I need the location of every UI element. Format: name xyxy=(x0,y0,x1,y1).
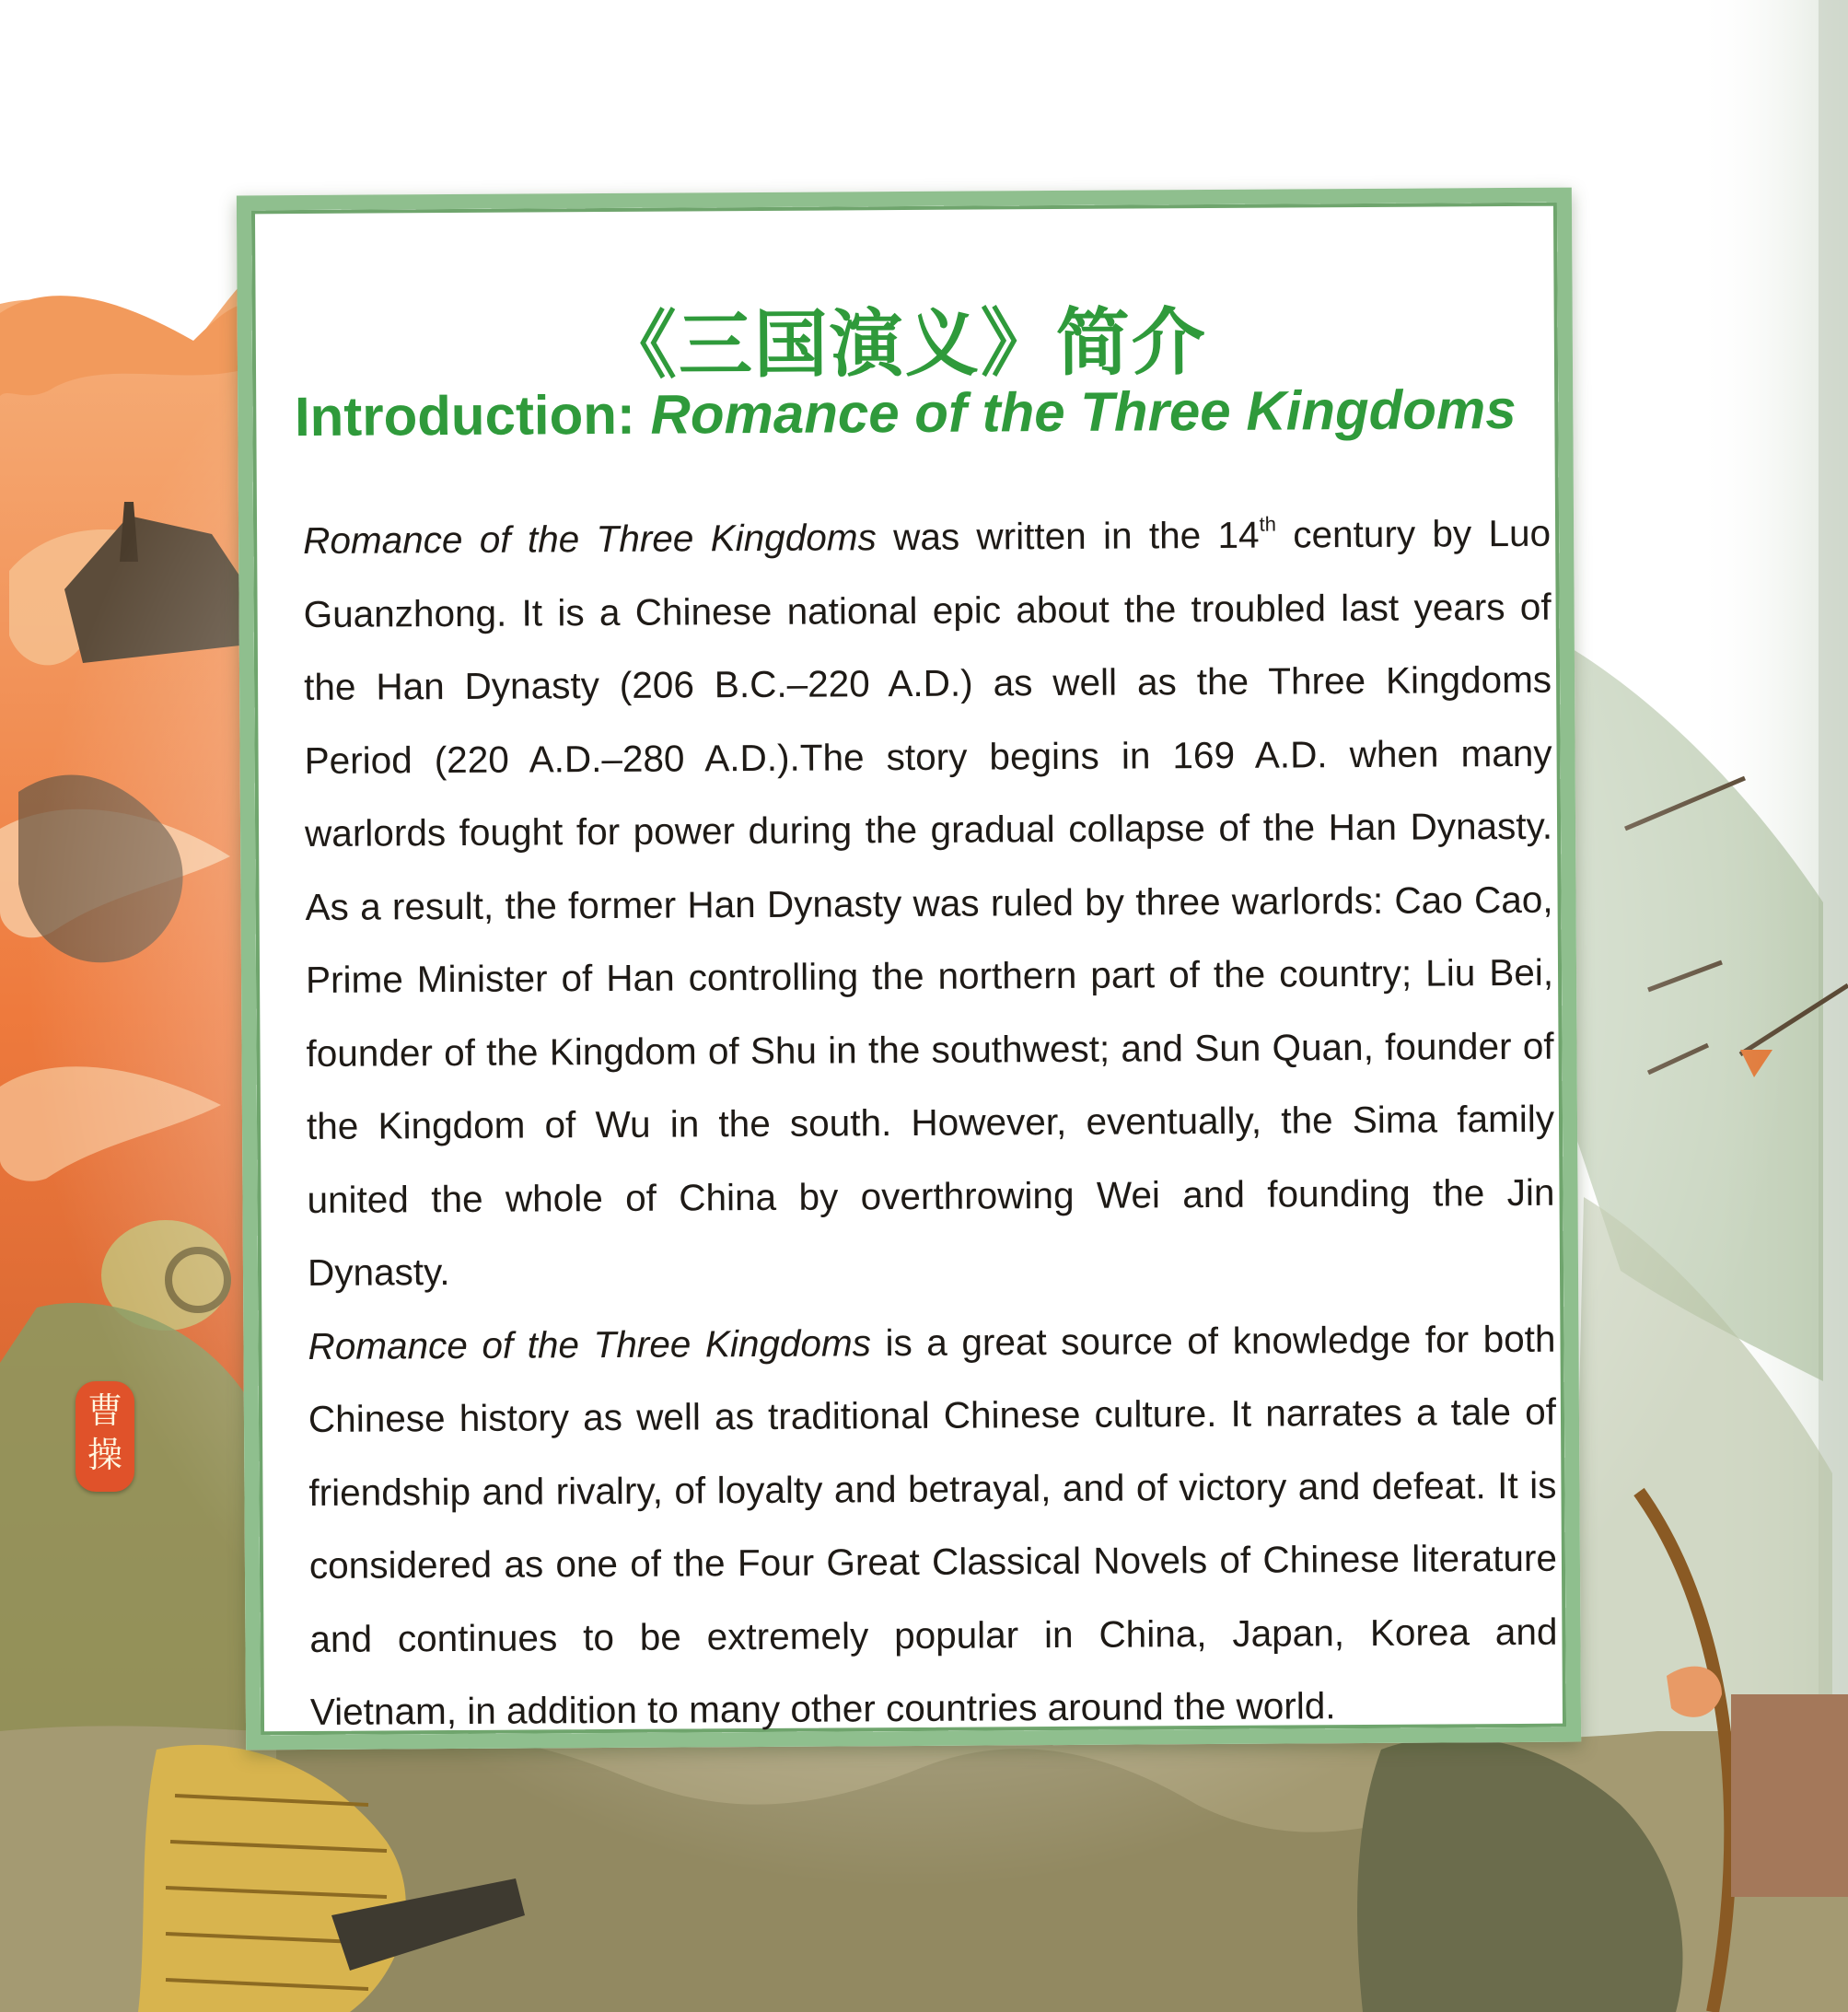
paragraph-2 xyxy=(308,1302,1558,1749)
english-title xyxy=(252,378,1558,449)
body-text xyxy=(303,497,1558,1750)
english-title-italic: Romance of the Three Kingdoms xyxy=(650,378,1517,446)
paragraph-1-superscript: th xyxy=(1259,512,1276,536)
cao-cao-seal xyxy=(76,1381,134,1492)
intro-panel xyxy=(237,188,1581,1750)
paragraph-2-book-title: Romance of the Three Kingdoms xyxy=(308,1320,872,1367)
paragraph-2-text: is a great source of knowledge for both Chinese history as well as traditional Chinese culture. It narrates a tale of friendship and rivalry, of loyalty and betrayal, and of victory and defeat. It is considered as one of the Four Great Classical Novels of Chinese literature and continues to be extremely popular in China, Japan, Korea and Vietnam, in addition to many other countries around the world. xyxy=(308,1317,1558,1733)
paragraph-1-text-a: was written in the 14 xyxy=(876,513,1260,559)
chinese-title: 《三国演义》简介 xyxy=(602,299,1208,390)
seal-char-2: 操 xyxy=(87,1435,122,1475)
crate xyxy=(1731,1694,1848,1897)
paragraph-1 xyxy=(303,497,1555,1310)
seal-char-1: 曹 xyxy=(87,1390,122,1431)
english-title-prefix: Introduction: xyxy=(294,383,651,448)
paragraph-1-text-b: century by Luo Guanzhong. It is a Chinese national epic about the troubled last years of the Han Dynasty (206 B.C.–220 A.D.) as well as the Three Kingdoms Period (220 A.D.–280 A.D.).The story begins in 169 A.D. when many warlords fought for power during the gradual collapse of the Han Dynasty. As a result, the former Han Dynasty was ruled by three warlords: Cao Cao, Prime Minister of Han controlling the northern part of the country; Liu Bei, founder of the Kingdom of Shu in the southwest; and Sun Quan, founder of the Kingdom of Wu in the south. However, eventually, the Sima family united the whole of China by overthrowing Wei and founding the Jin Dynasty. xyxy=(303,511,1555,1294)
paragraph-1-book-title: Romance of the Three Kingdoms xyxy=(303,516,877,563)
